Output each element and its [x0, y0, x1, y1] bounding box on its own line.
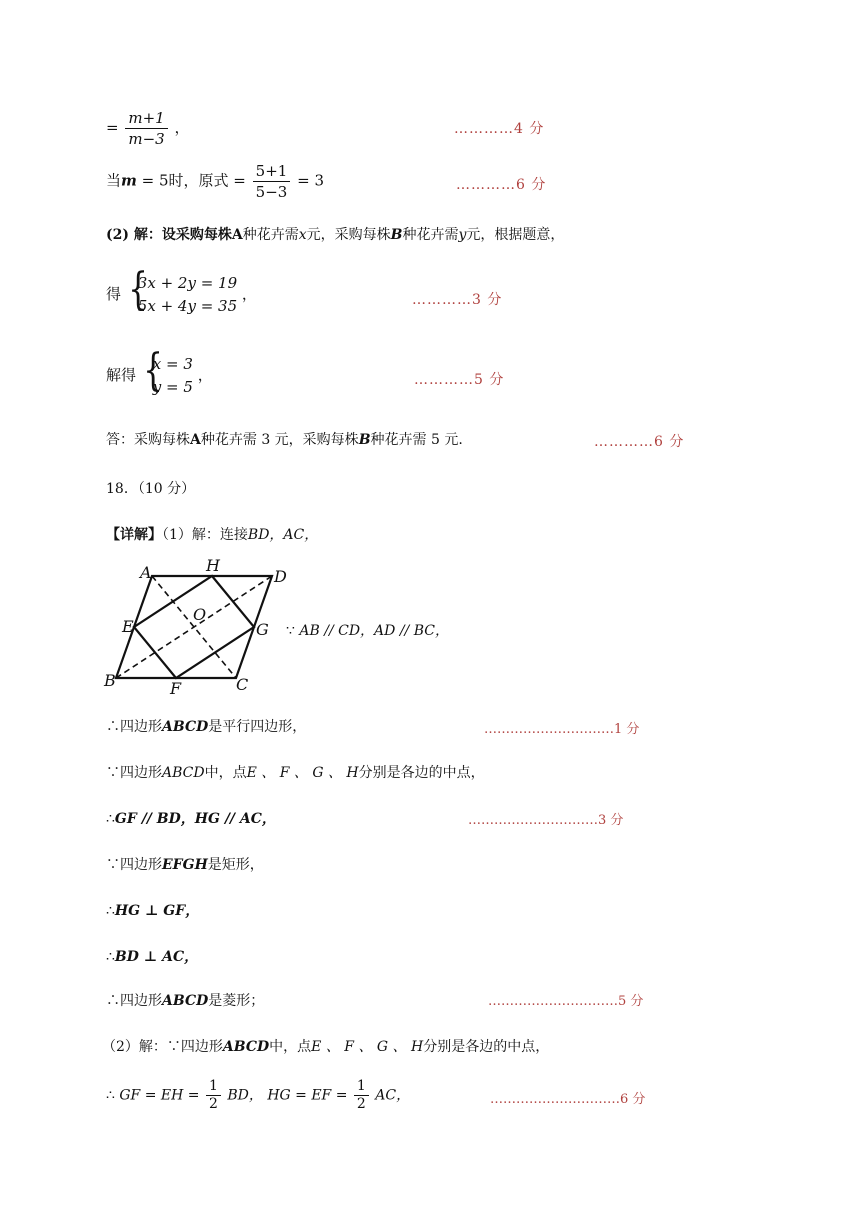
statement-text: ∴四边形: [106, 719, 162, 735]
statement-text: 是矩形，: [207, 857, 264, 873]
shape-name: ABCD: [162, 993, 209, 1009]
answer-line: [106, 429, 463, 449]
therefore-symbol: ∴: [106, 811, 115, 827]
midline-parallel: [106, 808, 276, 828]
segment-ac: AC，: [375, 1087, 411, 1104]
fraction-numerator: 5+1: [253, 161, 291, 182]
setup-line: [106, 224, 564, 244]
statement-text: 中，点: [269, 1039, 312, 1055]
detail-heading-line: [106, 524, 318, 544]
question-number: 18．（10 分）: [106, 481, 196, 497]
text-when: 当: [106, 171, 122, 190]
label-b: B: [104, 671, 116, 690]
label-o: O: [193, 605, 207, 624]
score-marker: …………………………6 分: [490, 1092, 646, 1107]
fraction-m: [125, 108, 167, 149]
solution-y: y = 5: [152, 378, 193, 396]
fraction-numerator: m+1: [125, 108, 167, 129]
score-marker: …………3 分: [412, 292, 503, 308]
solution-line: [106, 345, 213, 399]
variable-m: m: [121, 171, 137, 190]
shape-name: ABCD: [222, 1039, 270, 1055]
text-solve: 解得: [106, 366, 137, 384]
parallel-condition-line: [286, 620, 449, 640]
label-a: A: [140, 563, 152, 582]
comma: ，: [241, 285, 257, 303]
statement-text: ∵四边形: [106, 765, 162, 781]
shape-name: EFGH: [162, 857, 208, 873]
because-symbol: ∵: [286, 623, 295, 639]
equation-system-line: [106, 264, 257, 318]
statement-text: 是平行四边形，: [208, 719, 307, 735]
parallel-statement: GF // BD，HG // AC，: [114, 811, 276, 827]
score-marker: …………6 分: [456, 177, 547, 193]
label-c: C: [236, 675, 249, 694]
half-length-statement: [106, 1078, 410, 1113]
equation-2: 5x + 4y = 35: [137, 297, 238, 315]
setup-text: 元，根据题意，: [466, 227, 565, 243]
score-marker: …………………………5 分: [488, 994, 644, 1009]
score-marker: …………………………3 分: [468, 813, 624, 828]
statement-text: 中，点: [204, 765, 247, 781]
fraction-value: [253, 161, 291, 202]
point-list: E 、 F 、 G 、 H: [246, 765, 359, 781]
setup-text: 种花卉需: [402, 227, 459, 243]
flower-b-label: B: [358, 432, 371, 448]
setup-text: 元，采购每株: [306, 227, 391, 243]
therefore-symbol: ∴: [106, 949, 115, 965]
parallel-statement: AB // CD，AD // BC，: [299, 623, 449, 639]
fraction-half: [206, 1078, 221, 1113]
perpendicular-statement: HG ⊥ GF，: [114, 903, 200, 919]
segment-bd: BD，: [227, 1087, 263, 1104]
flower-a-label: A: [190, 432, 201, 448]
equality-left: GF = EH =: [119, 1087, 200, 1104]
statement-text: 分别是各边的中点，: [358, 765, 485, 781]
score-marker: …………6 分: [594, 434, 685, 450]
perpendicular-bd-ac: [106, 946, 198, 966]
part-two-statement: [102, 1036, 549, 1056]
solution-system: [141, 345, 193, 399]
left-brace-icon: {: [142, 345, 163, 396]
score-marker: …………5 分: [414, 372, 505, 388]
fraction-denominator: 2: [356, 1096, 366, 1112]
substitution-line: [106, 161, 324, 202]
point-list: E 、 F 、 G 、 H: [311, 1039, 424, 1055]
detail-label: 【详解】: [106, 527, 162, 543]
solution-x: x = 3: [152, 355, 193, 373]
equals-sign: =: [106, 118, 119, 137]
answer-text: 答：采购每株: [106, 432, 190, 448]
flower-a-label: A: [231, 227, 243, 243]
score-marker: …………4 分: [454, 121, 545, 137]
setup-text: 种花卉需: [242, 227, 299, 243]
step-fraction-line: [106, 108, 190, 149]
text-original: = 5时，原式 =: [136, 171, 246, 190]
statement-text: （2）解：∵四边形: [102, 1039, 223, 1055]
midpoint-statement: [106, 762, 485, 782]
perpendicular-hg-gf: [106, 900, 199, 920]
variable-y: y: [458, 227, 467, 243]
therefore-symbol: ∴: [106, 903, 115, 919]
fraction-numerator: 1: [354, 1078, 369, 1096]
shape-name: ABCD: [162, 765, 205, 781]
setup-text: (2) 解：设采购每株: [106, 227, 232, 243]
fraction-denominator: 2: [208, 1096, 218, 1112]
detail-text: （1）解：连接: [162, 527, 248, 543]
left-brace-icon: {: [127, 264, 148, 315]
statement-text: ∴四边形: [106, 993, 162, 1009]
label-e: E: [122, 617, 134, 636]
variable-x: x: [298, 227, 307, 243]
answer-text: 种花卉需 3 元，采购每株: [200, 432, 359, 448]
equation-system: [126, 264, 238, 318]
shape-name: ABCD: [162, 719, 209, 735]
conclusion-parallelogram: [106, 716, 306, 736]
statement-text: 是菱形；: [208, 993, 265, 1009]
detail-math: BD，AC，: [247, 527, 319, 543]
label-d: D: [274, 567, 287, 586]
therefore-symbol: ∴: [106, 1087, 115, 1104]
fraction-numerator: 1: [206, 1078, 221, 1096]
perpendicular-statement: BD ⊥ AC，: [114, 949, 199, 965]
fraction-denominator: m−3: [128, 130, 165, 148]
fraction-denominator: 5−3: [255, 183, 288, 201]
equation-1: 3x + 2y = 19: [137, 274, 238, 292]
statement-text: 分别是各边的中点，: [423, 1039, 550, 1055]
statement-text: ∵四边形: [106, 857, 162, 873]
answer-text: 种花卉需 5 元.: [370, 432, 463, 448]
label-h: H: [206, 558, 220, 575]
fraction-half: [354, 1078, 369, 1113]
rectangle-statement: [106, 854, 264, 874]
comma: ，: [197, 366, 213, 384]
label-g: G: [256, 620, 269, 639]
result: = 3: [297, 171, 324, 190]
label-f: F: [170, 679, 182, 698]
conclusion-rhombus: [106, 990, 264, 1010]
comma: ，: [174, 118, 190, 137]
score-marker: …………………………1 分: [484, 722, 640, 737]
text-get: 得: [106, 285, 122, 303]
diagonal-bd: [116, 576, 272, 678]
flower-b-label: B: [390, 227, 403, 243]
equality-right: HG = EF =: [267, 1087, 348, 1104]
